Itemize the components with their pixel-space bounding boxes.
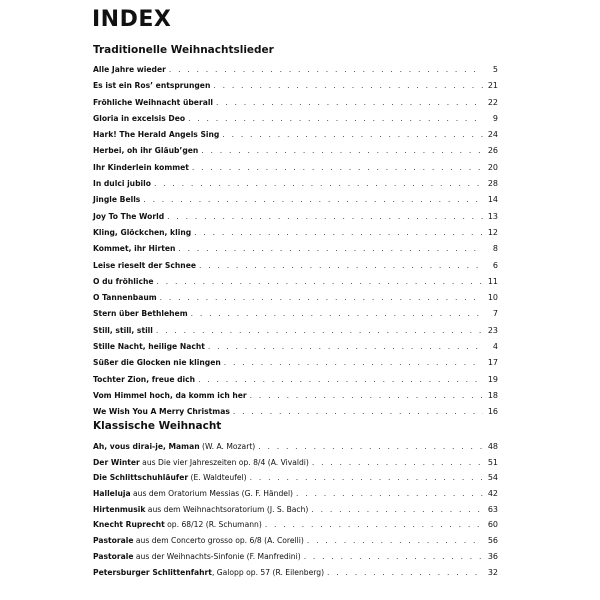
index-entry	[93, 111, 498, 127]
dot-leader	[311, 502, 483, 518]
entry-title	[93, 502, 308, 518]
dot-leader	[208, 339, 483, 355]
dot-leader	[258, 439, 483, 455]
entry-title-text: Es ist ein Ros’ entsprungen	[93, 81, 211, 91]
entry-page-number: 26	[487, 146, 498, 156]
entry-page-number: 5	[492, 65, 498, 74]
entry-detail: aus der Weihnachts-Sinfonie (F. Manfredini)	[133, 551, 301, 561]
classical-entry-list	[93, 439, 498, 580]
entry-title-text: Kling, Glöckchen, kling	[93, 227, 192, 237]
entry-page-number: 6	[492, 260, 498, 270]
index-entry	[93, 486, 498, 502]
index-entry	[93, 143, 498, 159]
dot-leader	[312, 455, 483, 471]
page-title: INDEX	[92, 7, 172, 32]
index-entry	[93, 306, 498, 322]
entry-title-text: Fröhliche Weihnacht überall	[93, 97, 214, 107]
index-entry	[93, 470, 498, 486]
entry-detail: , Galopp op. 57 (R. Eilenberg)	[211, 567, 325, 577]
dot-leader	[192, 160, 483, 176]
index-entry	[93, 225, 498, 241]
dot-leader	[143, 192, 483, 208]
index-entry	[93, 533, 498, 549]
entry-title	[93, 176, 151, 192]
entry-title	[93, 78, 210, 94]
index-entry	[93, 258, 498, 274]
entry-title-text: Süßer die Glocken nie klingen	[93, 358, 221, 368]
entry-title-text: Stern über Bethlehem	[93, 309, 188, 319]
entry-page-number: 54	[487, 473, 498, 483]
entry-page-number: 16	[487, 407, 498, 417]
dot-leader	[222, 127, 483, 143]
entry-title-text: Knecht Ruprecht	[93, 520, 165, 530]
entry-title-text: Ah, vous dirai-je, Maman	[93, 442, 200, 451]
traditional-entry-list	[93, 62, 498, 421]
dot-leader	[199, 258, 483, 274]
entry-title-text: Stille Nacht, heilige Nacht	[93, 342, 205, 352]
index-entry	[93, 176, 498, 192]
index-entry	[93, 339, 498, 355]
dot-leader	[160, 290, 483, 306]
entry-title	[93, 549, 301, 565]
dot-leader	[296, 486, 483, 502]
dot-leader	[265, 517, 483, 533]
entry-title-text: Petersburger Schlittenfahrt	[93, 567, 212, 577]
index-entry	[93, 388, 498, 404]
index-entry	[93, 517, 498, 533]
index-entry	[93, 439, 498, 455]
entry-detail: aus Die vier Jahreszeiten op. 8/4 (A. Vivaldi)	[139, 457, 309, 467]
entry-title	[93, 111, 185, 127]
entry-page-number: 17	[487, 358, 498, 368]
entry-title	[93, 209, 164, 225]
entry-title	[93, 160, 189, 176]
entry-detail: aus dem Weihnachtsoratorium (J. S. Bach)	[145, 504, 309, 514]
entry-title-text: Joy To The World	[93, 211, 165, 221]
entry-page-number: 51	[487, 457, 498, 467]
index-entry	[93, 502, 498, 518]
index-entry	[93, 323, 498, 339]
entry-title	[93, 565, 324, 581]
entry-title-text: Pastorale	[93, 536, 134, 546]
entry-page-number: 8	[492, 244, 498, 254]
entry-page-number: 60	[487, 520, 498, 530]
dot-leader	[157, 274, 483, 290]
entry-title-text: Herbei, oh ihr Gläub’gen	[93, 146, 199, 156]
entry-page-number: 23	[487, 325, 498, 335]
index-entry	[93, 192, 498, 208]
dot-leader	[191, 306, 483, 322]
dot-leader	[178, 241, 483, 257]
entry-title-text: Hark! The Herald Angels Sing	[93, 130, 220, 140]
entry-title	[93, 192, 140, 208]
entry-title	[93, 388, 247, 404]
dot-leader	[250, 470, 483, 486]
entry-title	[93, 274, 154, 290]
entry-title	[93, 533, 304, 549]
dot-leader	[194, 225, 483, 241]
entry-title	[93, 355, 221, 371]
dot-leader	[154, 176, 483, 192]
dot-leader	[188, 111, 483, 127]
entry-title-text: Pastorale	[93, 551, 134, 561]
index-entry	[93, 209, 498, 225]
entry-title	[93, 95, 213, 111]
index-entry	[93, 127, 498, 143]
entry-detail: op. 68/12 (R. Schumann)	[164, 520, 262, 530]
entry-page-number: 7	[492, 309, 498, 319]
index-entry	[93, 290, 498, 306]
entry-page-number: 13	[487, 211, 498, 221]
entry-title-text: Kommet, ihr Hirten	[93, 244, 176, 254]
entry-page-number: 19	[487, 374, 498, 384]
entry-page-number: 24	[487, 130, 498, 140]
entry-page-number: 11	[487, 276, 498, 286]
dot-leader	[250, 388, 483, 404]
entry-title	[93, 62, 166, 78]
index-entry	[93, 95, 498, 111]
dot-leader	[156, 323, 483, 339]
index-entry	[93, 160, 498, 176]
entry-title-text: Jingle Bells	[93, 195, 141, 205]
entry-title	[93, 323, 153, 339]
dot-leader	[213, 78, 483, 94]
entry-title-text: O Tannenbaum	[93, 293, 157, 303]
index-entry	[93, 78, 498, 94]
entry-title	[93, 290, 157, 306]
entry-page-number: 22	[487, 97, 498, 107]
entry-title	[93, 486, 293, 502]
entry-title-text: Alle Jahre wieder	[93, 65, 166, 74]
entry-title	[93, 455, 309, 471]
entry-title-text: Ihr Kinderlein kommet	[93, 162, 189, 172]
index-entry	[93, 565, 498, 581]
entry-page-number: 4	[492, 342, 498, 352]
index-entry	[93, 62, 498, 78]
dot-leader	[201, 143, 483, 159]
entry-detail: aus dem Oratorium Messias (G. F. Händel)	[130, 489, 294, 499]
entry-title-text: Die Schlittschuhläufer	[93, 473, 189, 483]
entry-page-number: 21	[487, 81, 498, 91]
entry-title-text: We Wish You A Merry Christmas	[93, 407, 230, 417]
entry-title	[93, 306, 188, 322]
entry-title	[93, 470, 247, 486]
entry-page-number: 9	[492, 113, 498, 123]
entry-page-number: 20	[487, 162, 498, 172]
entry-page-number: 10	[487, 293, 498, 303]
entry-detail: (W. A. Mozart)	[199, 442, 256, 451]
entry-page-number: 48	[487, 442, 498, 451]
dot-leader	[167, 209, 483, 225]
entry-page-number: 12	[487, 227, 498, 237]
entry-title	[93, 127, 219, 143]
entry-title-text: In dulci jubilo	[93, 179, 151, 189]
entry-title-text: Hirtenmusik	[93, 504, 146, 514]
dot-leader	[233, 404, 483, 420]
index-entry	[93, 372, 498, 388]
entry-page-number: 28	[487, 179, 498, 189]
index-entry	[93, 241, 498, 257]
entry-title-text: Halleluja	[93, 489, 131, 499]
entry-title-text: Tochter Zion, freue dich	[93, 374, 196, 384]
dot-leader	[307, 533, 483, 549]
entry-title	[93, 517, 262, 533]
entry-title-text: Leise rieselt der Schnee	[93, 260, 197, 270]
entry-title-text: Der Winter	[93, 457, 140, 467]
entry-page-number: 56	[487, 536, 498, 546]
entry-page-number: 42	[487, 489, 498, 499]
entry-page-number: 18	[487, 390, 498, 400]
dot-leader	[304, 549, 483, 565]
entry-title-text: Still, still, still	[93, 325, 153, 335]
entry-page-number: 32	[487, 567, 498, 577]
entry-detail: (E. Waldteufel)	[188, 473, 247, 483]
dot-leader	[327, 565, 483, 581]
entry-title	[93, 143, 198, 159]
entry-title	[93, 439, 255, 455]
entry-title	[93, 258, 196, 274]
entry-page-number: 36	[487, 551, 498, 561]
entry-title	[93, 225, 191, 241]
entry-page-number: 63	[487, 504, 498, 514]
entry-title-text: O du fröhliche	[93, 276, 154, 286]
entry-title	[93, 339, 205, 355]
entry-title	[93, 241, 175, 257]
index-entry	[93, 274, 498, 290]
index-entry	[93, 549, 498, 565]
entry-detail: aus dem Concerto grosso op. 6/8 (A. Corelli)	[133, 536, 304, 546]
dot-leader	[216, 95, 483, 111]
section-heading-classical: Klassische Weihnacht	[93, 420, 222, 432]
section-heading-traditional: Traditionelle Weihnachtslieder	[93, 44, 274, 56]
dot-leader	[224, 355, 483, 371]
entry-page-number: 14	[487, 195, 498, 205]
dot-leader	[198, 372, 483, 388]
index-entry	[93, 355, 498, 371]
entry-title-text: Vom Himmel hoch, da komm ich her	[93, 390, 247, 400]
entry-title-text: Gloria in excelsis Deo	[93, 113, 186, 123]
dot-leader	[169, 62, 483, 78]
index-entry	[93, 455, 498, 471]
entry-title	[93, 372, 195, 388]
